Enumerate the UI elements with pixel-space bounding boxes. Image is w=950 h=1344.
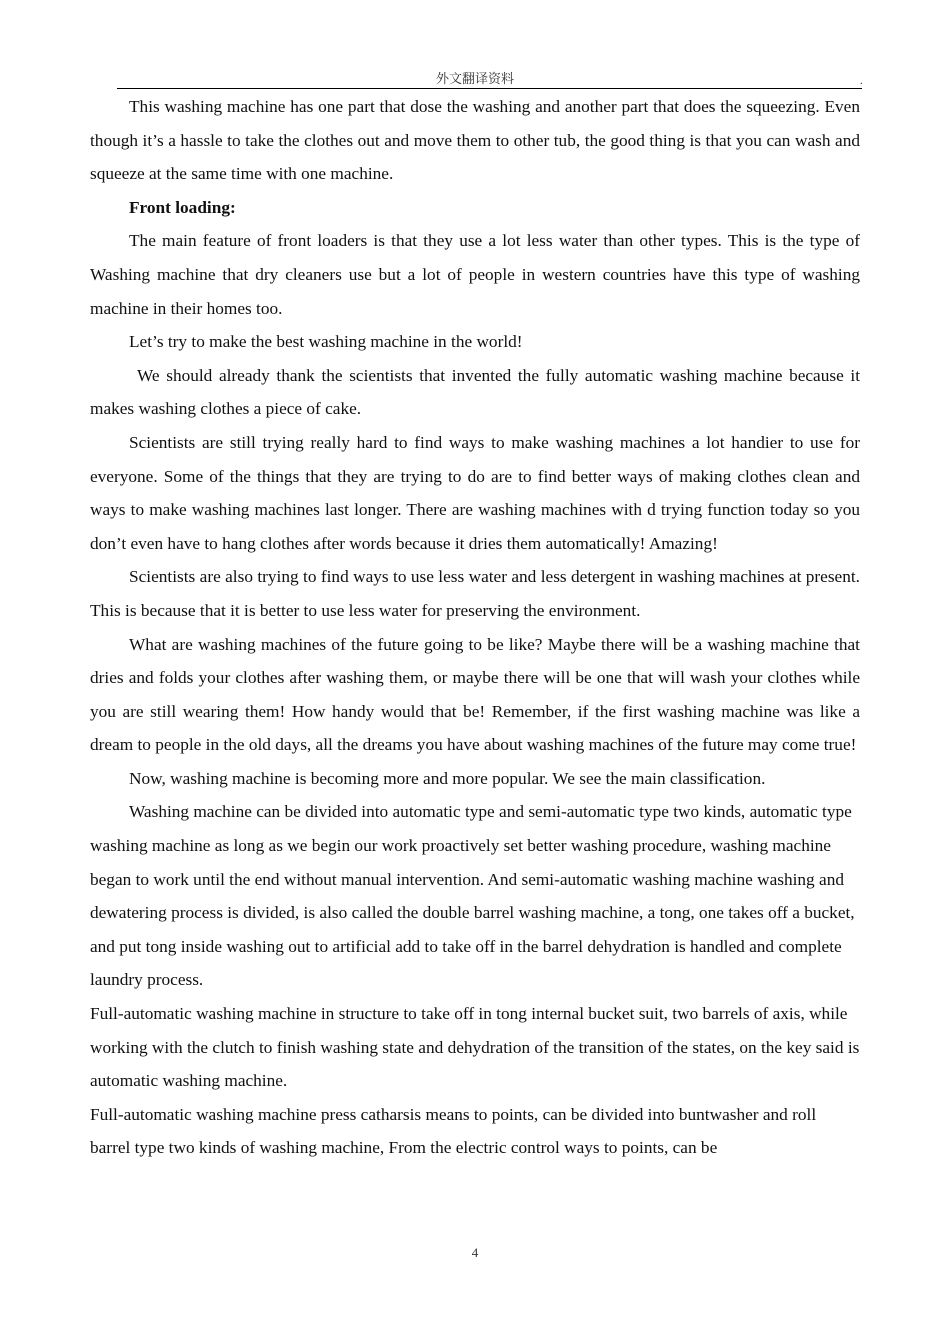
paragraph-full-automatic-types: Full-automatic washing machine press catharsis means to points, can be divided into buntwasher and roll barrel type two kinds of washing machine, From the electric control ways to points, can be bbox=[90, 1104, 817, 1158]
paragraph-thank-scientists: We should already thank the scientists that invented the fully automatic washing machine because it makes washing clothes a piece of cake. bbox=[90, 365, 860, 419]
header-divider bbox=[117, 88, 862, 89]
body-text bbox=[90, 90, 860, 1165]
page-number: 4 bbox=[471, 1245, 479, 1260]
paragraph-classification: Washing machine can be divided into automatic type and semi-automatic type two kinds, automatic type washing machine as long as we begin our work proactively set better washing procedure, washing machine began to work until the end without manual intervention. And semi-automatic washing machine washing and dewatering process is divided, is also called the double barrel washing machine, a tong, one takes off a bucket, and put tong inside washing out to artificial add to take off in the barrel dehydration is handled and complete laundry process. bbox=[90, 802, 855, 990]
paragraph-less-water: Scientists are also trying to find ways to use less water and less detergent in washing machines at present. This is because that it is better to use less water for preserving the environment. bbox=[90, 567, 860, 620]
heading-front-loading: Front loading: bbox=[129, 197, 236, 217]
paragraph-future-machines: What are washing machines of the future going to be like? Maybe there will be a washing machine that dries and folds your clothes after washing them, or maybe there will be one that will wash your clothes while you are still wearing them! How handy would that be! Remember, if the first washing machine was like a dream to people in the old days, all the dreams you have about washing machines of the future may come true! bbox=[90, 634, 860, 755]
paragraph-front-loaders: The main feature of front loaders is that they use a lot less water than other types. This is the type of Washing machine that dry cleaners use but a lot of people in western countries have this type of washing machine in their homes too. bbox=[90, 231, 860, 318]
paragraph-scientists-handier: Scientists are still trying really hard to find ways to make washing machines a lot handier to use for everyone. Some of the things that they are trying to do are to find better ways of making clothes clean and ways to make washing machines last longer. There are washing machines with d trying function today so you don’t even have to hang clothes after words because it dries them automatically! Amazing! bbox=[90, 432, 860, 553]
paragraph-twin-tub: This washing machine has one part that dose the washing and another part that does the squeezing. Even though it’s a hassle to take the clothes out and move them to other tub, the good thing is that you can wash and squeeze at the same time with one machine. bbox=[90, 97, 860, 184]
paragraph-full-automatic-structure: Full-automatic washing machine in structure to take off in tong internal bucket suit, two barrels of axis, while working with the clutch to finish washing state and dehydration of the transition of the states, on the key said is automatic washing machine. bbox=[90, 1004, 860, 1091]
page-header-title: 外文翻译资料 bbox=[435, 71, 514, 86]
paragraph-best-machine: Let’s try to make the best washing machine in the world! bbox=[129, 332, 523, 352]
paragraph-popular: Now, washing machine is becoming more and more popular. We see the main classification. bbox=[129, 768, 766, 788]
header-mark: . bbox=[860, 76, 863, 87]
